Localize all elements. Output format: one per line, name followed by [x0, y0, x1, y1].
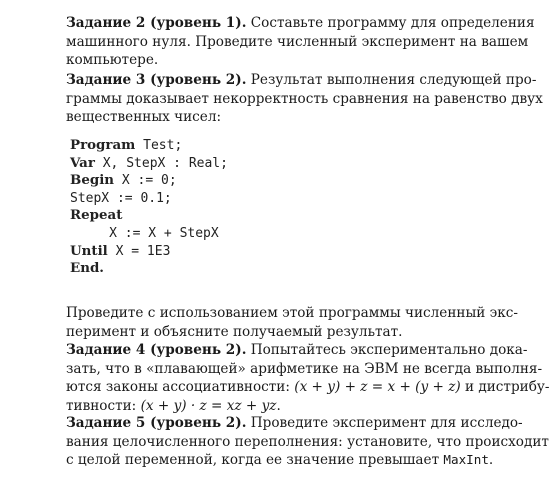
code-keyword-repeat: Repeat	[70, 207, 123, 224]
task-5-level: (уровень 2).	[145, 415, 247, 431]
task-3-line-1	[66, 71, 537, 90]
task-5-paragraph	[66, 414, 549, 470]
task-2-line-2: машинного нуля. Проведите численный эксперимент на вашем	[66, 33, 529, 50]
task-5-line-3	[66, 451, 518, 470]
task-5-text-3a: с целой переменной, когда ее значение превышает	[66, 452, 444, 468]
task-4-text-1: Попытайтесь экспериментально дока-	[246, 342, 528, 358]
task-2-paragraph	[66, 14, 535, 70]
task-4-line-2: зать, что в «плавающей» арифметике на ЭВМ не всегда выполня-	[66, 360, 543, 377]
task-2-heading: Задание 2	[66, 15, 146, 31]
task-3-line-2: граммы доказывает некорректность сравнения на равенство двух	[66, 90, 543, 107]
task-4-text-4a: тивности:	[66, 397, 141, 414]
code-keyword-begin: Begin	[70, 172, 115, 189]
task-2-level: (уровень 1).	[145, 15, 247, 31]
task-3-after-line-1: Проведите с использованием этой программы численный экс-	[66, 305, 518, 321]
task-4-text-3a: ются законы ассоциативности:	[66, 379, 295, 395]
task-4-line-1	[66, 341, 528, 360]
code-keyword-end: End.	[70, 260, 104, 277]
task-3-after-line-2: перимент и объясните получаемый результат.	[66, 323, 403, 340]
task-5-text-3b: .	[488, 452, 494, 468]
code-line-1: Test;	[135, 138, 183, 153]
task-4-paragraph	[66, 341, 550, 415]
task-2-text-1: Составьте программу для определения	[246, 15, 535, 31]
code-keyword-var: Var	[70, 154, 95, 171]
code-line-6: X := X + StepX	[70, 225, 219, 241]
task-4-line-4	[66, 397, 518, 416]
task-3-paragraph	[66, 71, 543, 127]
task-4-heading: Задание 4	[66, 342, 146, 358]
task-4-text-3b: и дистрибу-	[460, 379, 550, 395]
task-5-heading: Задание 5	[66, 415, 146, 431]
distributivity-formula: (x + y) · z = xz + yz	[140, 397, 277, 414]
task-3-line-3: вещественных чисел:	[66, 109, 222, 125]
task-4-line-3	[66, 378, 550, 397]
code-line-3: X := 0;	[114, 173, 177, 189]
code-keyword-program: Program	[70, 137, 136, 153]
code-line-4: StepX := 0.1;	[70, 190, 172, 206]
task-2-line-1	[66, 14, 535, 33]
code-line-7: X = 1E3	[107, 243, 171, 259]
task-5-line-2: вания целочисленного переполнения: установите, что происходит	[66, 433, 549, 450]
task-3-conclusion	[66, 304, 518, 341]
task-5-text-1: Проведите эксперимент для исследо-	[246, 415, 523, 431]
task-3-heading: Задание 3	[66, 72, 146, 88]
code-line-2: X, StepX : Real;	[94, 155, 228, 171]
code-keyword-until: Until	[70, 242, 108, 259]
pascal-code-listing	[70, 137, 370, 278]
task-4-level: (уровень 2).	[145, 342, 247, 358]
task-5-line-1	[66, 414, 523, 433]
task-3-text-1: Результат выполнения следующей про-	[246, 72, 537, 88]
task-2-line-3: компьютере.	[66, 52, 159, 68]
associativity-formula: (x + y) + z = x + (y + z)	[294, 379, 461, 395]
task-4-text-4b: .	[276, 397, 281, 414]
task-3-level: (уровень 2).	[145, 72, 247, 88]
maxint-identifier: MaxInt	[443, 452, 489, 467]
